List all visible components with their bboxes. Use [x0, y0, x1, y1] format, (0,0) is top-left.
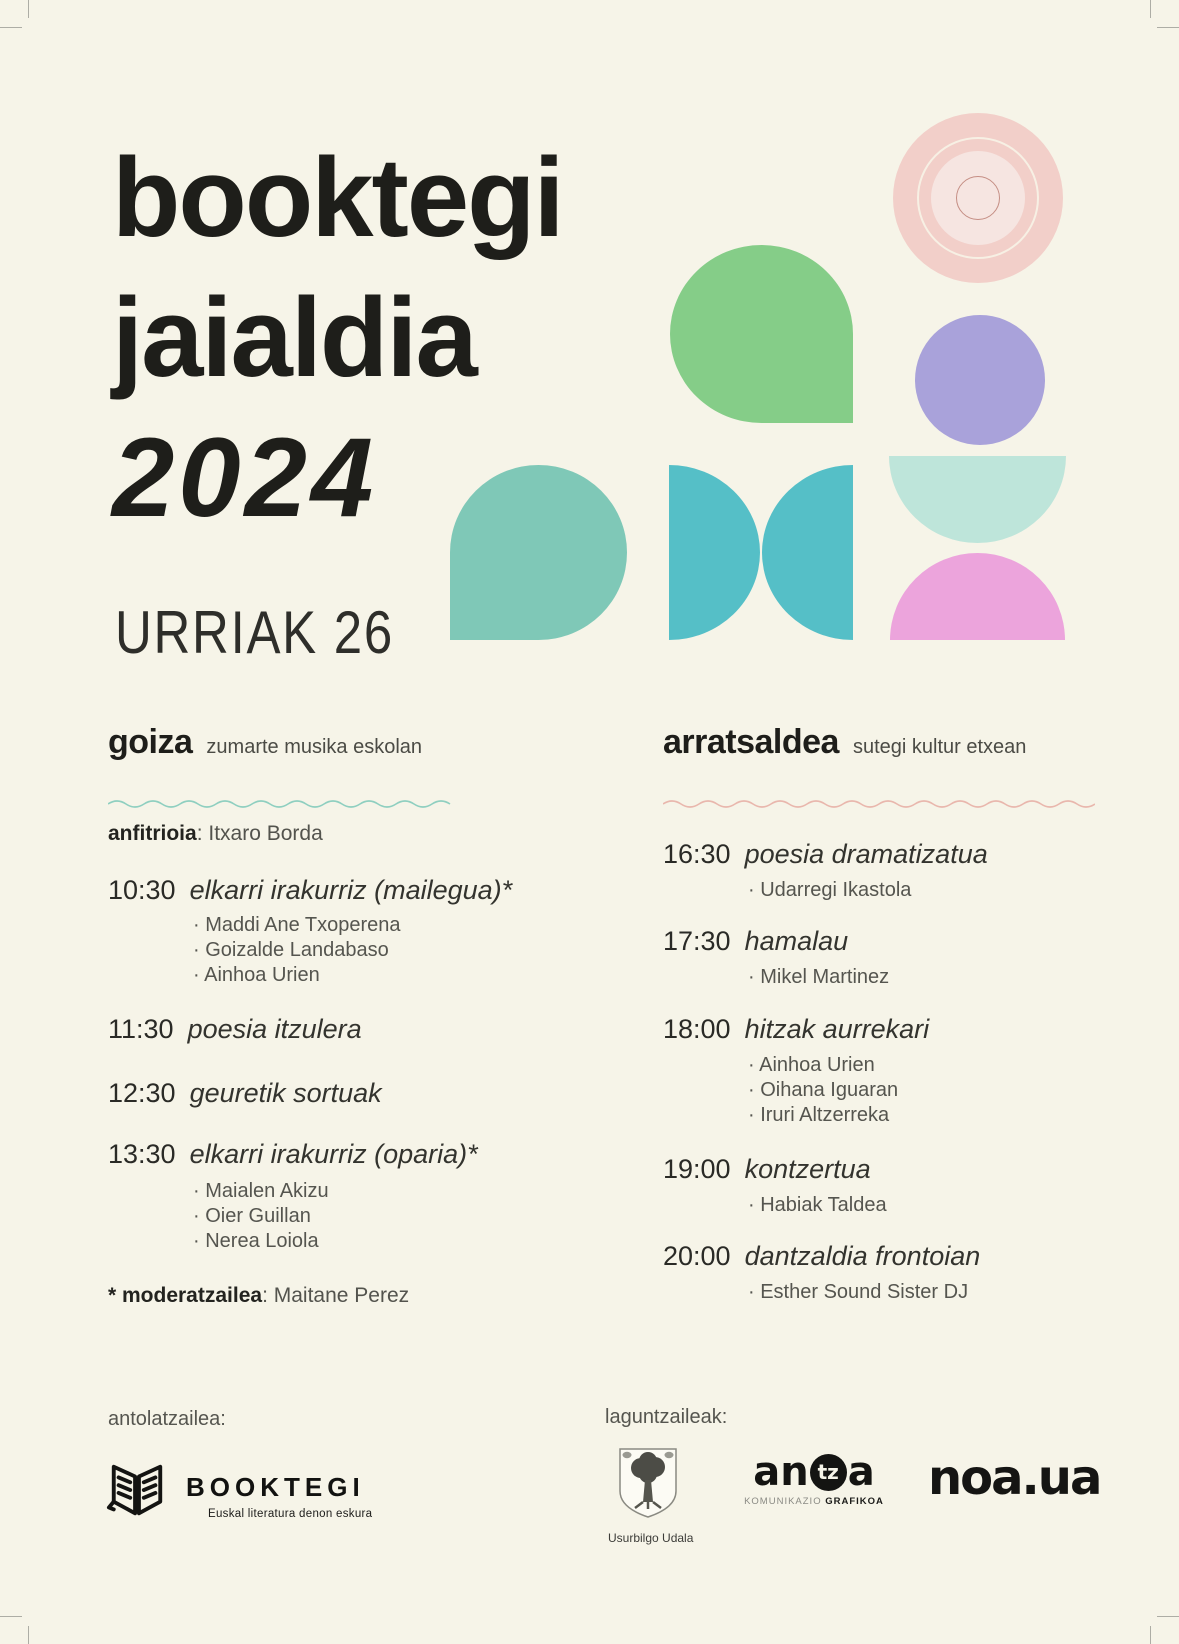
crop-mark-bottom-left-v — [28, 1626, 29, 1644]
title-line-2: jaialdia — [112, 275, 476, 400]
antza-subtitle — [744, 1496, 884, 1507]
poster-date: URRIAK 26 — [115, 599, 394, 666]
pink-target-center-ring — [956, 176, 1000, 220]
town-shield-icon — [617, 1507, 679, 1524]
antza-text-left: an — [753, 1449, 809, 1495]
schedule-item — [108, 1078, 558, 1108]
item-participants — [663, 1053, 1133, 1128]
afternoon-wave-divider — [663, 797, 1095, 811]
host-name: : Itxaro Borda — [196, 822, 323, 845]
item-title: geuretik sortuak — [189, 1078, 382, 1108]
antza-logo — [744, 1449, 884, 1507]
crop-mark-bottom-left-h — [0, 1616, 22, 1617]
noaua-logo: noa.ua — [928, 1450, 1101, 1506]
mint-semicircle-shape — [889, 456, 1066, 543]
antza-subtitle-light: KOMUNIKAZIO — [744, 1496, 826, 1507]
crop-mark-top-left-h — [0, 27, 22, 28]
participant: · Oier Guillan — [193, 1205, 311, 1227]
item-participants — [663, 1193, 1133, 1218]
crop-mark-top-left-v — [28, 0, 29, 18]
purple-circle-shape — [915, 315, 1045, 445]
afternoon-header — [663, 722, 1133, 769]
title-line-1: booktegi — [112, 135, 563, 260]
supporters-label: laguntzaileak: — [605, 1406, 728, 1428]
item-title: elkarri irakurriz (oparia)* — [189, 1139, 478, 1169]
antza-subtitle-bold: GRAFIKOA — [825, 1496, 884, 1507]
afternoon-venue: sutegi kultur etxean — [852, 736, 1027, 758]
schedule-item — [663, 839, 1133, 869]
moderator-label: * moderatzailea — [108, 1284, 263, 1307]
item-time: 17:30 — [663, 926, 731, 956]
item-title: kontzertua — [744, 1154, 871, 1184]
item-title: hamalau — [744, 926, 849, 956]
participant: · Oihana Iguaran — [748, 1079, 899, 1101]
booktegi-wordmark-block — [186, 1472, 372, 1520]
title-line-3: 2024 — [112, 415, 378, 540]
item-title: poesia dramatizatua — [744, 839, 988, 869]
morning-wave-divider — [108, 797, 453, 811]
item-time: 16:30 — [663, 839, 731, 869]
item-participants — [108, 913, 558, 988]
participant: · Ainhoa Urien — [748, 1054, 875, 1076]
item-time: 12:30 — [108, 1078, 176, 1108]
participant: · Mikel Martinez — [748, 966, 890, 988]
item-time: 13:30 — [108, 1139, 176, 1169]
item-time: 18:00 — [663, 1014, 731, 1044]
schedule-item — [108, 875, 558, 905]
item-title: hitzak aurrekari — [744, 1014, 930, 1044]
morning-column — [108, 722, 558, 1309]
morning-venue: zumarte musika eskolan — [206, 736, 423, 758]
item-participants — [108, 1179, 558, 1254]
item-title: elkarri irakurriz (mailegua)* — [189, 875, 513, 905]
open-book-icon — [106, 1462, 168, 1525]
green-blob-shape — [670, 245, 853, 423]
afternoon-heading: arratsaldea — [663, 723, 839, 761]
morning-header — [108, 722, 558, 769]
participant: · Esther Sound Sister DJ — [748, 1281, 969, 1303]
item-title: dantzaldia frontoian — [744, 1241, 981, 1271]
participant: · Goizalde Landabaso — [193, 939, 389, 961]
magenta-dome-shape — [890, 553, 1065, 640]
usurbilgo-udala-logo — [608, 1446, 694, 1545]
teal-bowtie-left-shape — [669, 465, 760, 640]
item-title: poesia itzulera — [187, 1014, 362, 1044]
crop-mark-bottom-right-v — [1150, 1626, 1151, 1644]
moderator-name: : Maitane Perez — [262, 1284, 410, 1307]
schedule-item — [663, 926, 1133, 956]
participant: · Habiak Taldea — [748, 1194, 887, 1216]
poster-title — [112, 128, 563, 548]
schedule-item — [108, 1139, 558, 1169]
afternoon-column — [663, 722, 1133, 1305]
participant: · Ainhoa Urien — [193, 964, 320, 986]
pink-target-circle — [893, 113, 1063, 283]
item-participants — [663, 965, 1133, 990]
teal-bowtie-right-shape — [762, 465, 853, 640]
item-time: 10:30 — [108, 875, 176, 905]
host-label: anfitrioia — [108, 822, 197, 845]
schedule-item — [663, 1154, 1133, 1184]
item-time: 11:30 — [108, 1014, 174, 1044]
participant: · Nerea Loiola — [193, 1230, 319, 1252]
item-participants — [663, 1280, 1133, 1305]
morning-host — [108, 821, 558, 847]
participant: · Iruri Altzerreka — [748, 1104, 890, 1126]
booktegi-logo — [106, 1462, 372, 1525]
participant: · Udarregi Ikastola — [748, 879, 912, 901]
item-time: 19:00 — [663, 1154, 731, 1184]
morning-heading: goiza — [108, 723, 193, 761]
schedule-item — [663, 1014, 1133, 1044]
participant: · Maialen Akizu — [193, 1180, 329, 1202]
booktegi-tagline: Euskal literatura denon eskura — [208, 1508, 373, 1520]
organizer-label: antolatzailea: — [108, 1408, 226, 1430]
schedule-item — [663, 1241, 1133, 1271]
participant: · Maddi Ane Txoperena — [193, 914, 401, 936]
crop-mark-top-right-h — [1157, 27, 1179, 28]
antza-wordmark — [744, 1449, 884, 1495]
crop-mark-top-right-v — [1150, 0, 1151, 18]
item-participants — [663, 878, 1133, 903]
schedule-item — [108, 1014, 558, 1044]
item-time: 20:00 — [663, 1241, 731, 1271]
moderator-note — [108, 1283, 558, 1309]
antza-text-right: a — [847, 1449, 875, 1495]
booktegi-wordmark: BOOKTEGI — [186, 1472, 365, 1502]
usurbilgo-udala-caption: Usurbilgo Udala — [608, 1531, 694, 1545]
crop-mark-bottom-right-h — [1157, 1616, 1179, 1617]
antza-circle-tz: tz — [810, 1454, 847, 1491]
